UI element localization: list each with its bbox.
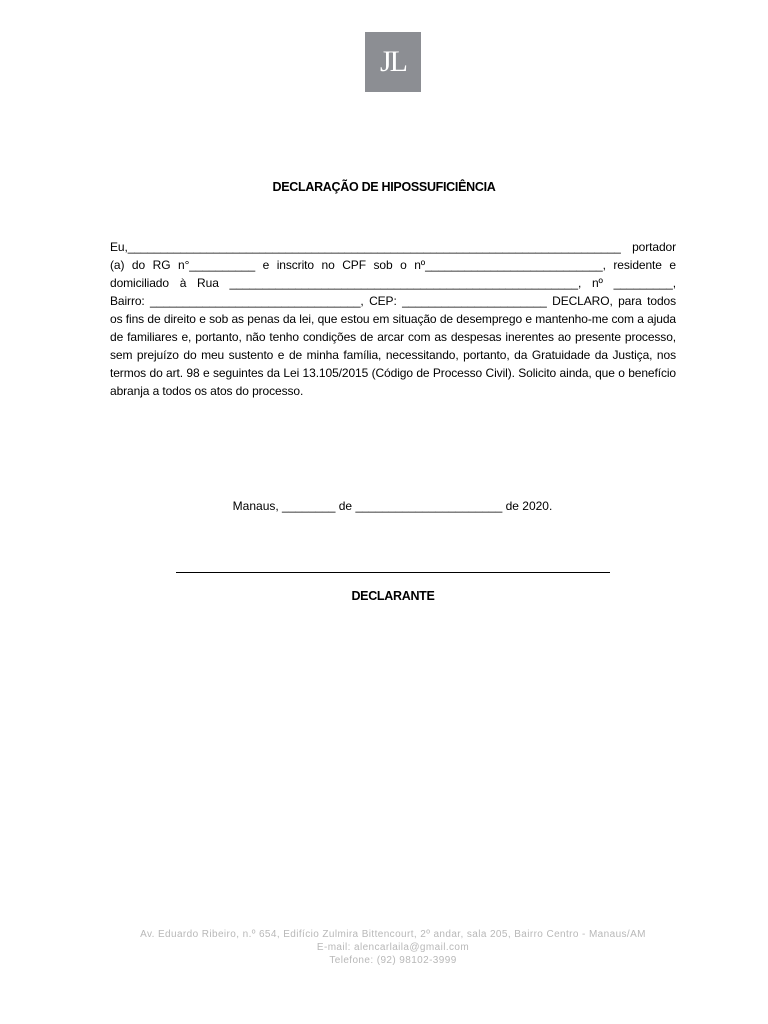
logo xyxy=(365,32,421,92)
declaration-body: Eu,___________________________________________________________________________ portador (a) do RG n°__________ e inscrito no CPF sob o nº___________________________, residente e domiciliado à Rua _____________________________________________________, nº _________, Bairro: ________________________________, CEP: ______________________ DECLARO, para todos os fins de direito e sob as penas da lei, que estou em situação de desemprego e mantenho-me com a ajuda de familiares e, portanto, não tenho condições de arcar com as despesas inerentes ao presente processo, sem prejuízo do meu sustento e de minha família, necessitando, portanto, da Gratuidade da Justiça, nos termos do art. 98 e seguintes da Lei 13.105/2015 (Código de Processo Civil). Solicito ainda, que o benefício abranja a todos os atos do processo. xyxy=(110,240,676,398)
footer-phone: Telefone: (92) 98102-3999 xyxy=(329,955,457,966)
date-line: Manaus, ________ de ______________________ de 2020. xyxy=(232,499,553,513)
footer xyxy=(0,928,768,967)
footer-email: E-mail: alencarlaila@gmail.com xyxy=(316,942,470,953)
footer-address: Av. Eduardo Ribeiro, n.º 654, Edifício Zulmira Bittencourt, 2º andar, sala 205, Bairro Centro - Manaus/AM xyxy=(140,929,646,940)
logo-text: JL xyxy=(380,45,406,78)
signature-label: DECLARANTE xyxy=(351,589,435,603)
signature-line xyxy=(176,572,610,573)
document-title: DECLARAÇÃO DE HIPOSSUFICIÊNCIA xyxy=(272,180,496,194)
